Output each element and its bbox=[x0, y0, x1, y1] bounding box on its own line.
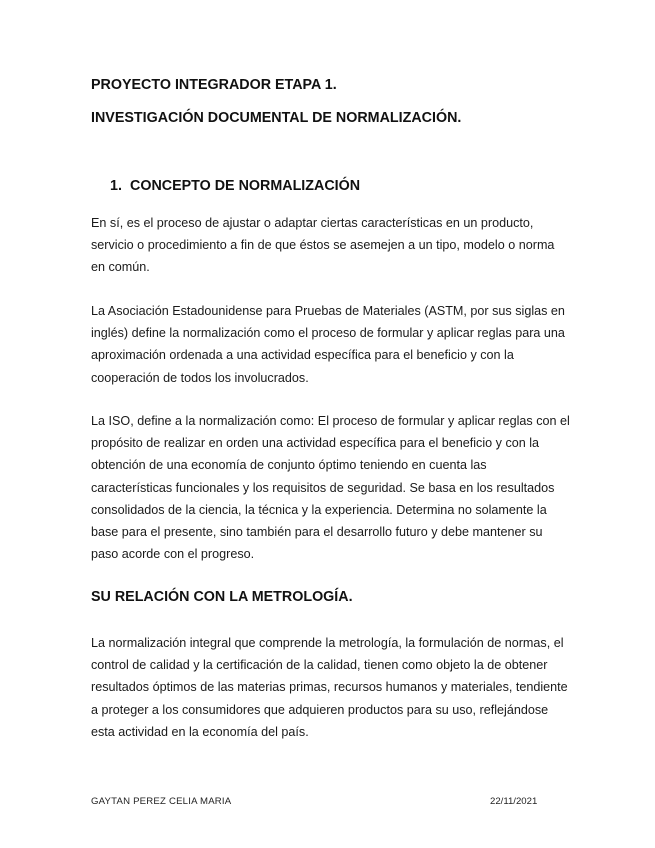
section-heading-metrologia: SU RELACIÓN CON LA METROLOGÍA. bbox=[91, 589, 353, 605]
footer-author: GAYTAN PEREZ CELIA MARIA bbox=[91, 796, 232, 807]
paragraph-iso: La ISO, define a la normalización como: El proceso de formular y aplicar reglas con el propósito de realizar en orden una actividad específica para el beneficio y con la obtención de una economía de conjunto óptimo teniendo en cuenta las características funcionales y los requisitos de seguridad. Se basa en los resultados consolidados de la ciencia, la técnica y la experiencia. Determina no solamente la base para el presente, sino también para el desarrollo futuro y debe mantener su paso acorde con el progreso. bbox=[91, 414, 570, 562]
section-heading-concepto bbox=[110, 178, 360, 194]
paragraph-metrologia: La normalización integral que comprende la metrología, la formulación de normas, el control de calidad y la certificación de la calidad, tienen como objeto la de obtener resultados óptimos de las materias primas, recursos humanos y materiales, tendiente a proteger a los consumidores que adquieren productos para su uso, reflejándose esta actividad en la economía del país. bbox=[91, 636, 568, 739]
document-subtitle: INVESTIGACIÓN DOCUMENTAL DE NORMALIZACIÓN. bbox=[91, 110, 462, 126]
footer-date: 22/11/2021 bbox=[490, 796, 538, 807]
section-number: 1. bbox=[110, 178, 122, 194]
section-heading-text: CONCEPTO DE NORMALIZACIÓN bbox=[130, 178, 361, 194]
paragraph-astm: La Asociación Estadounidense para Pruebas de Materiales (ASTM, por sus siglas en inglés) define la normalización como el proceso de formular y aplicar reglas para una aproximación ordenada a una actividad específica para el beneficio y con la cooperación de todos los involucrados. bbox=[91, 304, 565, 385]
paragraph-definicion: En sí, es el proceso de ajustar o adaptar ciertas características en un producto, servicio o procedimiento a fin de que éstos se asemejen a un tipo, modelo o norma en común. bbox=[91, 216, 555, 275]
document-title: PROYECTO INTEGRADOR ETAPA 1. bbox=[91, 77, 337, 93]
